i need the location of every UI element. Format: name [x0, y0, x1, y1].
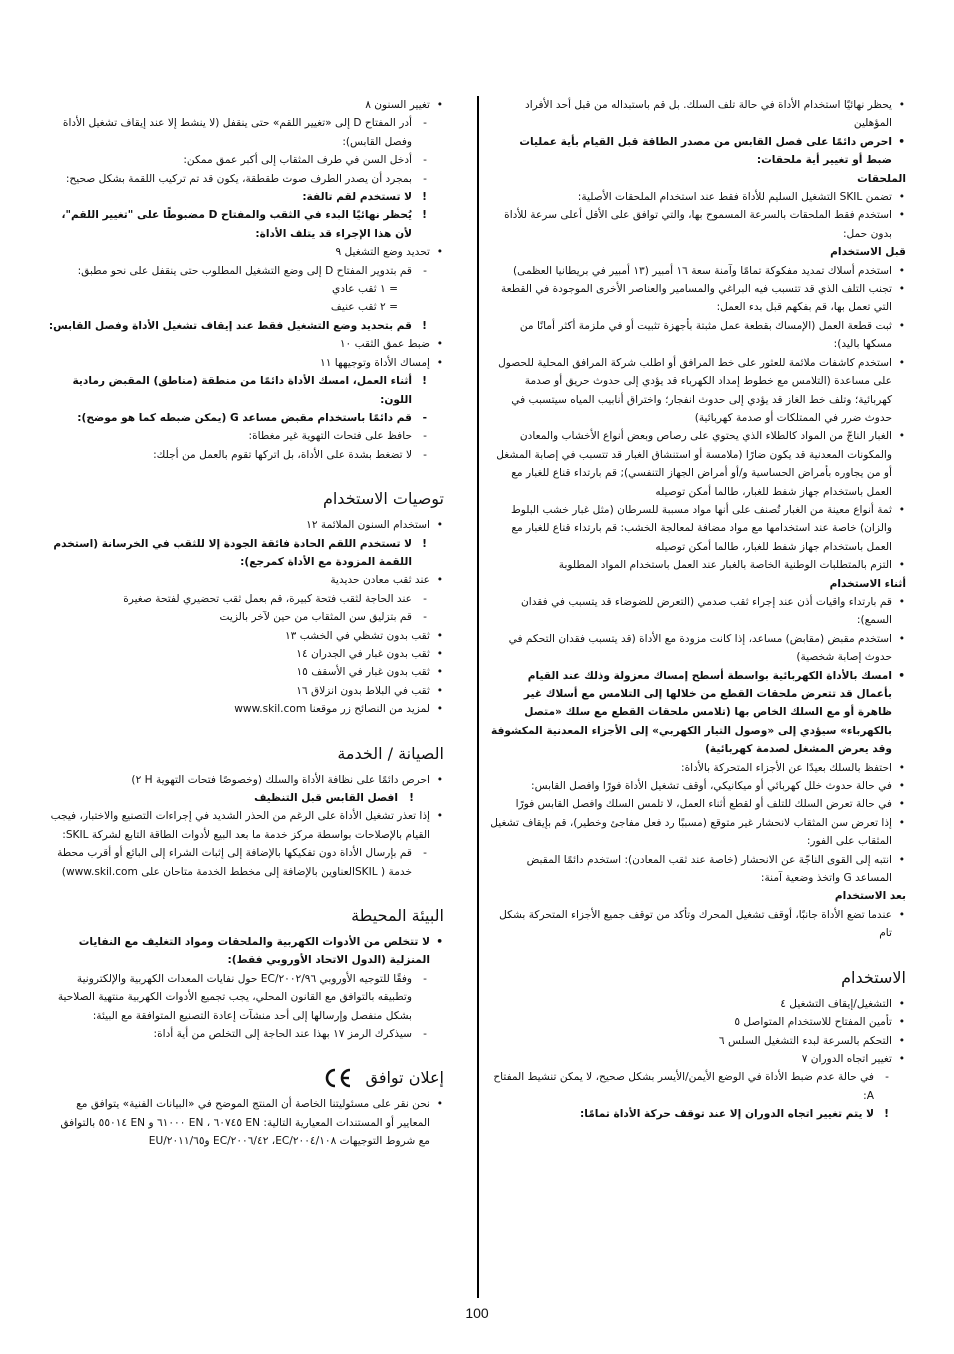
hold-dash: - لا تضغط بشدة على الأداة، بل اتركها تقوم بالعمل من أجلك: [46, 446, 444, 464]
bit-change-item: • تغيير السنون ٨ [46, 96, 444, 114]
accessories-heading: الملحقات [857, 172, 906, 185]
bit-change-list [46, 96, 444, 464]
use-item: • التشغيل/إيقاف التشغيل ٤ [490, 995, 906, 1013]
ce-mark-icon [322, 1067, 352, 1089]
conformity-heading: إعلان توافق [365, 1068, 444, 1088]
maintenance-list [46, 771, 444, 881]
recommendation-item: • ثقب بدون غبار في الأسقف ١٥ [46, 663, 444, 681]
environment-dash: - وفقًا للتوجيه الأوروبي ٢٠٠٢/٩٦/EC حول نفايات المعدات الكهربية والإلكترونية وتطبيقه بالتوافق مع القانون المحلي، يجب تجميع الأدوات الكهربية منتهية الصلاحية بشكل منفصل وإرسالها إلى أحد منشآت إعادة التصنيع المتوافقة مع البيئة: [46, 970, 444, 1025]
accessories-list [490, 188, 906, 243]
use-warning: ! لا يتم تغيير اتجاه الدوران إلا عند توقف حركة الأداة تمامًا: [490, 1105, 906, 1123]
warning-item: ! قم بتحديد وضع التشغيل فقط عند إيقاف تشغيل الأداة وفصل القابس: [46, 317, 444, 335]
before-use-list [490, 262, 906, 575]
mode-option: = ٢ ثقب عنيف [330, 301, 398, 314]
after-use-item: • عندما تضع الأداة جانبًا، أوقف تشغيل المحرك وتأكد من توقف جميع الأجزاء المتحركة بشكل تام [490, 906, 906, 943]
during-use-item: • إذا تعرض سن المثقاب لانحشار غير متوقع (مسببًا رد فعل مفاجئ وخطير)، قم بإيقاف تشغيل المثقاب على الفور: [490, 814, 906, 851]
warning-item: ! افصل القابس قبل التنظيف [46, 789, 444, 807]
during-use-heading: أثناء الاستخدام [829, 577, 906, 590]
page-number: 100 [465, 1305, 489, 1321]
recommendation-dash: - عند الحاجة لثقب فتحة كبيرة، قم بعمل ثقب تحضيري لفتحة صغيرة [46, 590, 444, 608]
conformity-item: • نحن نقر على مسئوليتنا الخاصة أن المنتج الموضح في «البيانات الفنية» يتوافق مع المعايير أو المستندات المعيارية التالية: EN ٦٠٧٤٥ ، EN ٦١٠٠٠ و EN ٥٥٠١٤ بالتوافق مع شروط التوجيهات ٢٠٠٤/١٠٨/EC، ٢٠٠٦/٤٢/EC و٢٠١١/٦٥/EU [46, 1095, 444, 1150]
mode-select-dash: - قم بتدوير المفتاح D إلى وضع التشغيل المطلوب حتى ينقفل على نحو مطبق: [46, 262, 444, 280]
environment-dash: - سيذكرك الرمز ١٧ بهذا عند الحاجة إلى التخلص من أية أداة: [46, 1025, 444, 1043]
before-use-heading: قبل الاستخدام [830, 246, 906, 259]
recommendation-item: • ثقب بدون غبار في الجدران ١٤ [46, 645, 444, 663]
conformity-list [46, 1095, 444, 1150]
use-list [490, 995, 906, 1124]
warning-item: ! لا تستخدم لقم تالفة: [46, 188, 444, 206]
left-column [46, 96, 444, 1151]
recommendation-item: • ثقب في البلاط بدون انزلاق ١٦ [46, 682, 444, 700]
during-use-item: • امسك بالأداة الكهربائية بواسطة أسطح إمساك معزولة وذلك عند القيام بأعمال قد تتعرض ملحقات القطع من خلالها إلى التلامس مع أسلاك غير ظاهرة أو مع السلك الخاص بها (تلامس ملحقات القطع مع سلك «متصل بالكهرباء» سيؤدي إلى «وصول التيار الكهربي» إلى الأجزاء المعدنية المكشوفة وقد يعرض المشغل لصدمة كهربائية) [490, 667, 906, 759]
use-item: • تأمين المفتاح للاستخدام المتواصل ٥ [490, 1013, 906, 1031]
before-use-item: • الغبار الناجّ من المواد كالطلاء الذي يحتوي على رصاص وبعض أنواع الأخشاب والمعادن والمكونات المعدنية قد يكون ضارًا (ملامسة أو استنشاق الغبار قد تتسبب في إصابة المشغل أو من يجاوره بأمراض الحساسية و/أو أمراض الجهاز التنفسي); قم بارتداء قناع للغبار مع العمل باستخدام جهاز شفط للغبار، طالما أمكن توصيله [490, 427, 906, 501]
mode-option: = ١ ثقب عادي [332, 283, 398, 296]
intro-cord-warning: • يحظر نهائيًا استخدام الأداة في حالة تلف السلك. بل قم باستبداله من قبل أحد الأفراد المؤهلين [490, 96, 906, 133]
during-use-item: • احتفظ بالسلك بعيدًا عن الأجزاء المتحركة بالأداة: [490, 759, 906, 777]
mode-select-item: • تحديد وضع التشغيل ٩ [46, 243, 444, 261]
during-use-item: • في حالة حدوث خلل كهربائي أو ميكانيكي، أوقف تشغيل الأداة فورًا وافصل القابس: [490, 777, 906, 795]
accessories-item: • تضمن SKIL التشغيل السليم للأداة فقط عند استخدام الملحقات الأصلية: [490, 188, 906, 206]
during-use-item: • قم بارتداء واقيات أذن عند إجراء ثقب صدمي (التعرض للضوضاء قد يتسبب في فقدان السمع): [490, 593, 906, 630]
recommendation-item: • ثقب بدون تشظي في الخشب ١٣ [46, 627, 444, 645]
hold-dash: - حافظ على فتحات التهوية غير مغطاة: [46, 427, 444, 445]
before-use-item: • استخدم كاشفات ملائمة للعثور على خط المرافق أو اطلب شركة المرافق المحلية للحصول على مساعدة (التلامس مع خطوط إمداد الكهرباء قد يؤدي إلى حدوث حريق أو صدمة كهربائية؛ وتلف خط الغاز قد يؤدي إلى حدوث انفجار؛ واختراق أنابيب المياه سيتسبب في حدوث ضرر في الممتلكات أو صدمة كهربائية) [490, 354, 906, 428]
environment-list [46, 933, 444, 1043]
column-divider [477, 96, 479, 1298]
warning-item: ! لا تستخدم اللقم الحادة فائقة الجودة إلا للثقب في الخرسانة (استخدم اللقمة المزودة مع الأداة كمرجع): [46, 535, 444, 572]
warning-item: ! يُحظر نهائيًا البدء في الثقب والمفتاح D مضبوطًا على "تغيير اللقم"، لأن هذا الإجراء قد يتلف الأداة: [46, 206, 444, 243]
before-use-item: • تجنب التلف الذي قد تتسبب فيه البراغي والمسامير والعناصر الأخرى الموجودة في القطعة التي تعمل بها، قم بفكهم قبل بدء العمل: [490, 280, 906, 317]
accessories-item: • استخدم فقط الملحقات بالسرعة المسموح بها، والتي توافق على الأقل أعلى سرعة للأداة بدون حمل: [490, 206, 906, 243]
use-heading: الاستخدام [841, 967, 906, 987]
recommendation-item: • لمزيد من النصائح زر موقعنا www.skil.com [46, 700, 444, 718]
environment-heading: البيئة المحيطة [351, 906, 444, 926]
hold-item: • إمساك الأداة وتوجيهها ١١ [46, 354, 444, 372]
intro-unplug-warning: • احرص دائمًا على فصل القابس من مصدر الطاقة قبل القيام بأية عمليات ضبط أو تغيير أية ملحقات: [490, 133, 906, 170]
recommendations-list [46, 516, 444, 718]
right-column [490, 96, 906, 1124]
during-use-item: • استخدم مقبض (مقابض) مساعد، إذا كانت مزودة مع الأداة (قد يتسبب فقدان التحكم في حدوث إصابة شخصية) [490, 630, 906, 667]
use-dash-item: - في حالة عدم ضبط الأداة في الوضع الأيمن/الأيسر بشكل صحيح، لا يمكن تنشيط المفتاح A: [490, 1068, 906, 1105]
maintenance-item: • إذا تعذر تشغيل الأداة على الرغم من الحذر الشديد في إجراءات التصنيع والاختبار، فيجب القيام بالإصلاحات بواسطة مركز خدمة ما بعد البيع لأدوات الطاقة التابع لشركة SKIL: [46, 807, 444, 844]
maintenance-dash: - قم بإرسال الأداة دون تفكيكها بالإضافة إلى إثبات الشراء إلى البائع أو أقرب محطة خدمة ( SKILالعناوين بالإضافة إلى مخطط الخدمة متاحان على www.skil.com) [46, 844, 444, 881]
recommendation-item: • عند ثقب معادن حديدية [46, 571, 444, 589]
use-item: • التحكم بالسرعة لبدء التشغيل السلس ٦ [490, 1032, 906, 1050]
during-use-list [490, 593, 906, 888]
bit-change-dash: - أدخل السن في طرف المثقاب إلى أكبر عمق ممكن: [46, 151, 444, 169]
before-use-item: • استخدم أسلاك تمديد مفكوكة تمامًا وآمنة سعة ١٦ أمبير (١٣ أمبير في بريطانيا العظمى) [490, 262, 906, 280]
intro-list [490, 96, 906, 170]
use-item: • تغيير اتجاه الدوران ٧ [490, 1050, 906, 1068]
depth-item: • ضبط عمق الثقب ١٠ [46, 335, 444, 353]
after-use-list [490, 906, 906, 943]
recommendation-item: • استخدام السنون الملائمة ١٢ [46, 516, 444, 534]
during-use-item: • في حالة تعرض السلك للتلف أو لقطع أثناء العمل، لا تلمس السلك وافصل القابس فورًا [490, 795, 906, 813]
warning-item: ! أثناء العمل، امسك الأداة دائمًا من منطقة (مناطق) المقبض رمادية اللون: [46, 372, 444, 409]
environment-item: • لا تتخلص من الأدوات الكهربية والملحقات ومواد التغليف مع النفايات المنزلية (الدول الاتحاد الأوروبي فقط): [46, 933, 444, 970]
during-use-item: • انتبه إلى القوى الناجّة عن الانحشار (خاصة عند ثقب المعادن): استخدم دائمًا المقبض المساعد G واتخذ وضعية آمنة: [490, 851, 906, 888]
bit-change-dash: - أدر المفتاح D إلى «تغيير اللقم» حتى ينقفل (لا ينشط إلا عند إيقاف تشغيل الأداة وفصل القابس): [46, 114, 444, 151]
after-use-heading: بعد الاستخدام [834, 890, 906, 903]
conformity-heading-row [46, 1067, 444, 1089]
maintenance-item: • احرص دائمًا على نظافة الأداة والسلك (وخصوصًا فتحات التهوية H ٢) [46, 771, 444, 789]
hold-dash: - قم دائمًا باستخدام مقبض مساعد G (يمكن ضبطه كما هو موضح): [46, 409, 444, 427]
recommendation-dash: - قم بتزليق سن المثقاب من حين لآخر بالزيت [46, 608, 444, 626]
maintenance-heading: الصيانة / الخدمة [337, 743, 444, 763]
recommendations-heading: توصيات الاستخدام [322, 489, 444, 509]
before-use-item: • ثبت قطعة العمل (الإمساك بقطعة عمل مثبتة بأجهزة تثبيت أو في ملزمة أكثر أمانًا من مسكها باليد): [490, 317, 906, 354]
before-use-item: • ثمة أنواع معينة من الغبار تُصنف على أنها مواد مسببة للسرطان (مثل غبار خشب البلوط والزان) خاصة عند استخدامها مع مواد مضافة لمعالجة الخشب: قم بارتداء قناع للغبار مع العمل باستخدام جهاز شفط للغبار، طالما أمكن توصيله [490, 501, 906, 556]
before-use-item: • التزم بالمتطلبات الوطنية الخاصة بالغبار عند العمل باستخدام المواد المطلوبة [490, 556, 906, 574]
bit-change-dash: - بمجرد أن يصدر الطرف صوت طقطقة، يكون قد تم تركيب اللقمة بشكل صحيح: [46, 170, 444, 188]
